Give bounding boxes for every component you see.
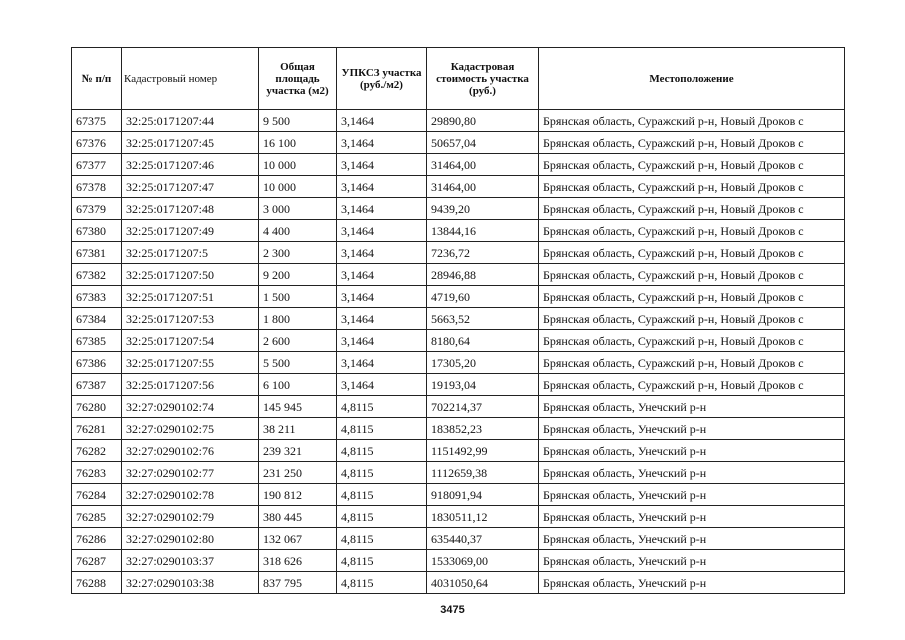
cadastral-value-cell: 9439,20 [427, 198, 539, 220]
table-row [72, 220, 845, 242]
area-cell: 9 200 [259, 264, 337, 286]
row-number-cell: 76283 [72, 462, 122, 484]
cadastral-number-cell: 32:25:0171207:53 [122, 308, 259, 330]
cadastral-value-cell: 1112659,38 [427, 462, 539, 484]
location-cell: Брянская область, Унечский р-н [539, 462, 845, 484]
cadastral-number-cell: 32:27:0290102:78 [122, 484, 259, 506]
table-row [72, 198, 845, 220]
cadastral-number-cell: 32:25:0171207:47 [122, 176, 259, 198]
row-number-cell: 67386 [72, 352, 122, 374]
cadastral-number-cell: 32:25:0171207:56 [122, 374, 259, 396]
row-number-cell: 67375 [72, 110, 122, 132]
header-location: Местоположение [539, 48, 845, 110]
cadastral-value-cell: 702214,37 [427, 396, 539, 418]
area-cell: 1 500 [259, 286, 337, 308]
area-cell: 16 100 [259, 132, 337, 154]
location-cell: Брянская область, Суражский р-н, Новый Дроков с [539, 242, 845, 264]
header-cadastral-number: Кадастровый номер [122, 48, 259, 110]
location-cell: Брянская область, Унечский р-н [539, 396, 845, 418]
table-row [72, 396, 845, 418]
cadastral-number-cell: 32:27:0290102:74 [122, 396, 259, 418]
area-cell: 9 500 [259, 110, 337, 132]
area-cell: 380 445 [259, 506, 337, 528]
area-cell: 2 300 [259, 242, 337, 264]
row-number-cell: 67382 [72, 264, 122, 286]
row-number-cell: 76287 [72, 550, 122, 572]
table-row [72, 374, 845, 396]
upksz-cell: 4,8115 [337, 440, 427, 462]
location-cell: Брянская область, Суражский р-н, Новый Дроков с [539, 374, 845, 396]
cadastral-number-cell: 32:27:0290102:75 [122, 418, 259, 440]
table-row [72, 154, 845, 176]
upksz-cell: 4,8115 [337, 418, 427, 440]
area-cell: 2 600 [259, 330, 337, 352]
cadastral-table [71, 47, 845, 594]
table-row [72, 264, 845, 286]
cadastral-value-cell: 4719,60 [427, 286, 539, 308]
area-cell: 231 250 [259, 462, 337, 484]
row-number-cell: 76284 [72, 484, 122, 506]
cadastral-value-cell: 28946,88 [427, 264, 539, 286]
area-cell: 10 000 [259, 154, 337, 176]
area-cell: 837 795 [259, 572, 337, 594]
area-cell: 3 000 [259, 198, 337, 220]
cadastral-number-cell: 32:27:0290103:38 [122, 572, 259, 594]
cadastral-value-cell: 31464,00 [427, 154, 539, 176]
area-cell: 132 067 [259, 528, 337, 550]
table-row [72, 286, 845, 308]
upksz-cell: 4,8115 [337, 550, 427, 572]
table-row [72, 352, 845, 374]
location-cell: Брянская область, Суражский р-н, Новый Дроков с [539, 264, 845, 286]
upksz-cell: 4,8115 [337, 528, 427, 550]
location-cell: Брянская область, Суражский р-н, Новый Дроков с [539, 308, 845, 330]
table-row [72, 330, 845, 352]
location-cell: Брянская область, Суражский р-н, Новый Дроков с [539, 198, 845, 220]
location-cell: Брянская область, Суражский р-н, Новый Дроков с [539, 220, 845, 242]
cadastral-number-cell: 32:25:0171207:48 [122, 198, 259, 220]
cadastral-number-cell: 32:25:0171207:5 [122, 242, 259, 264]
upksz-cell: 4,8115 [337, 462, 427, 484]
upksz-cell: 3,1464 [337, 264, 427, 286]
location-cell: Брянская область, Суражский р-н, Новый Дроков с [539, 154, 845, 176]
table-row [72, 462, 845, 484]
table-header-row [72, 48, 845, 110]
cadastral-value-cell: 1151492,99 [427, 440, 539, 462]
upksz-cell: 4,8115 [337, 396, 427, 418]
table-row [72, 440, 845, 462]
table-row [72, 506, 845, 528]
cadastral-number-cell: 32:25:0171207:51 [122, 286, 259, 308]
upksz-cell: 4,8115 [337, 484, 427, 506]
upksz-cell: 3,1464 [337, 242, 427, 264]
row-number-cell: 67377 [72, 154, 122, 176]
location-cell: Брянская область, Суражский р-н, Новый Дроков с [539, 352, 845, 374]
cadastral-number-cell: 32:27:0290102:76 [122, 440, 259, 462]
upksz-cell: 3,1464 [337, 374, 427, 396]
page-number: 3475 [440, 604, 465, 616]
table-row [72, 132, 845, 154]
area-cell: 1 800 [259, 308, 337, 330]
cadastral-value-cell: 183852,23 [427, 418, 539, 440]
header-number: № п/п [72, 48, 122, 110]
location-cell: Брянская область, Унечский р-н [539, 506, 845, 528]
area-cell: 4 400 [259, 220, 337, 242]
cadastral-number-cell: 32:27:0290102:77 [122, 462, 259, 484]
row-number-cell: 76281 [72, 418, 122, 440]
location-cell: Брянская область, Суражский р-н, Новый Дроков с [539, 132, 845, 154]
area-cell: 10 000 [259, 176, 337, 198]
upksz-cell: 3,1464 [337, 198, 427, 220]
cadastral-number-cell: 32:27:0290103:37 [122, 550, 259, 572]
row-number-cell: 76288 [72, 572, 122, 594]
cadastral-value-cell: 7236,72 [427, 242, 539, 264]
row-number-cell: 76286 [72, 528, 122, 550]
cadastral-number-cell: 32:25:0171207:46 [122, 154, 259, 176]
location-cell: Брянская область, Унечский р-н [539, 572, 845, 594]
upksz-cell: 3,1464 [337, 176, 427, 198]
upksz-cell: 3,1464 [337, 220, 427, 242]
upksz-cell: 3,1464 [337, 110, 427, 132]
cadastral-number-cell: 32:27:0290102:80 [122, 528, 259, 550]
cadastral-value-cell: 50657,04 [427, 132, 539, 154]
cadastral-number-cell: 32:27:0290102:79 [122, 506, 259, 528]
upksz-cell: 3,1464 [337, 286, 427, 308]
location-cell: Брянская область, Суражский р-н, Новый Дроков с [539, 330, 845, 352]
location-cell: Брянская область, Унечский р-н [539, 484, 845, 506]
area-cell: 5 500 [259, 352, 337, 374]
cadastral-number-cell: 32:25:0171207:55 [122, 352, 259, 374]
location-cell: Брянская область, Суражский р-н, Новый Дроков с [539, 110, 845, 132]
upksz-cell: 3,1464 [337, 308, 427, 330]
location-cell: Брянская область, Унечский р-н [539, 418, 845, 440]
cadastral-number-cell: 32:25:0171207:45 [122, 132, 259, 154]
table-row [72, 528, 845, 550]
cadastral-value-cell: 17305,20 [427, 352, 539, 374]
location-cell: Брянская область, Суражский р-н, Новый Дроков с [539, 176, 845, 198]
cadastral-number-cell: 32:25:0171207:54 [122, 330, 259, 352]
table-row [72, 308, 845, 330]
cadastral-value-cell: 31464,00 [427, 176, 539, 198]
table-row [72, 418, 845, 440]
cadastral-value-cell: 19193,04 [427, 374, 539, 396]
table-row [72, 110, 845, 132]
area-cell: 38 211 [259, 418, 337, 440]
cadastral-value-cell: 8180,64 [427, 330, 539, 352]
area-cell: 145 945 [259, 396, 337, 418]
table-row [72, 176, 845, 198]
table-row [72, 550, 845, 572]
cadastral-number-cell: 32:25:0171207:50 [122, 264, 259, 286]
cadastral-value-cell: 4031050,64 [427, 572, 539, 594]
table-row [72, 484, 845, 506]
location-cell: Брянская область, Унечский р-н [539, 440, 845, 462]
cadastral-value-cell: 635440,37 [427, 528, 539, 550]
table-row [72, 242, 845, 264]
cadastral-number-cell: 32:25:0171207:49 [122, 220, 259, 242]
cadastral-number-cell: 32:25:0171207:44 [122, 110, 259, 132]
upksz-cell: 4,8115 [337, 506, 427, 528]
row-number-cell: 67380 [72, 220, 122, 242]
cadastral-value-cell: 1830511,12 [427, 506, 539, 528]
row-number-cell: 67383 [72, 286, 122, 308]
location-cell: Брянская область, Унечский р-н [539, 528, 845, 550]
cadastral-value-cell: 5663,52 [427, 308, 539, 330]
row-number-cell: 67381 [72, 242, 122, 264]
cadastral-value-cell: 1533069,00 [427, 550, 539, 572]
cadastral-value-cell: 29890,80 [427, 110, 539, 132]
location-cell: Брянская область, Унечский р-н [539, 550, 845, 572]
row-number-cell: 67376 [72, 132, 122, 154]
area-cell: 6 100 [259, 374, 337, 396]
upksz-cell: 4,8115 [337, 572, 427, 594]
row-number-cell: 76282 [72, 440, 122, 462]
row-number-cell: 67378 [72, 176, 122, 198]
area-cell: 318 626 [259, 550, 337, 572]
location-cell: Брянская область, Суражский р-н, Новый Дроков с [539, 286, 845, 308]
table-row [72, 572, 845, 594]
row-number-cell: 67384 [72, 308, 122, 330]
row-number-cell: 67379 [72, 198, 122, 220]
upksz-cell: 3,1464 [337, 352, 427, 374]
area-cell: 190 812 [259, 484, 337, 506]
upksz-cell: 3,1464 [337, 154, 427, 176]
header-upksz: УПКСЗ участка (руб./м2) [337, 48, 427, 110]
upksz-cell: 3,1464 [337, 330, 427, 352]
area-cell: 239 321 [259, 440, 337, 462]
upksz-cell: 3,1464 [337, 132, 427, 154]
cadastral-value-cell: 13844,16 [427, 220, 539, 242]
table-body [72, 110, 845, 594]
row-number-cell: 76280 [72, 396, 122, 418]
cadastral-value-cell: 918091,94 [427, 484, 539, 506]
row-number-cell: 67385 [72, 330, 122, 352]
header-area: Общая площадь участка (м2) [259, 48, 337, 110]
header-cadastral-value: Кадастровая стоимость участка (руб.) [427, 48, 539, 110]
row-number-cell: 67387 [72, 374, 122, 396]
row-number-cell: 76285 [72, 506, 122, 528]
